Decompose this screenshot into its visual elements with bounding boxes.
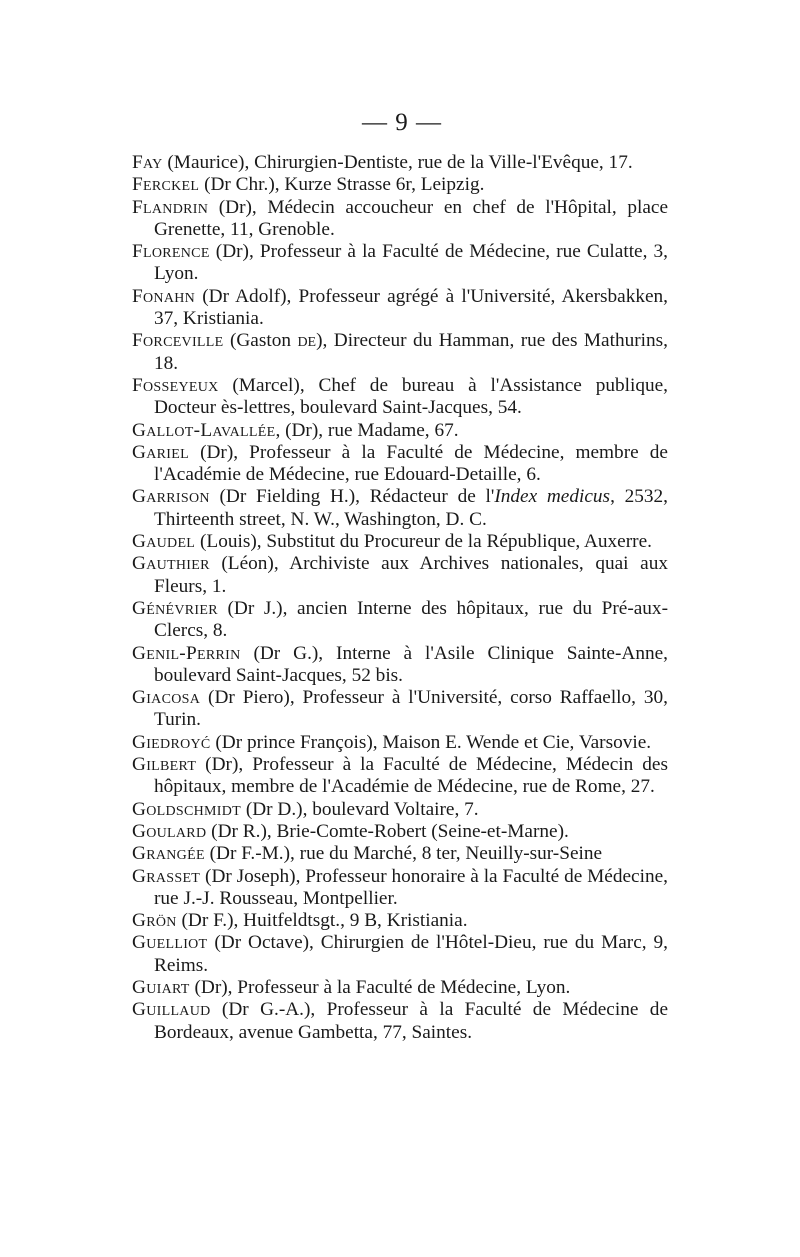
directory-entry (132, 754, 668, 799)
entry-name: Forceville (132, 330, 224, 352)
directory-entry (132, 732, 668, 754)
entry-name: Gilbert (132, 754, 197, 776)
entry-name: Fonahn (132, 285, 196, 307)
entry-name: Guelliot (132, 932, 208, 954)
entry-name: Fosseyeux (132, 374, 219, 396)
entry-italic-title: Index medicus (494, 486, 611, 508)
directory-entry (132, 330, 668, 375)
entry-details: (Dr R.), Brie-Comte-Robert (Seine-et-Marne). (206, 820, 569, 842)
entry-details: (Dr F.), Huitfeldtsgt., 9 B, Kristiania. (176, 910, 468, 932)
entry-name: Génévrier (132, 597, 218, 619)
entry-name: Grangée (132, 843, 205, 865)
directory-entry (132, 420, 668, 442)
directory-entry (132, 442, 668, 487)
entry-name: Goulard (132, 820, 207, 842)
entry-name: Genil-Perrin (132, 642, 241, 664)
directory-entry (132, 553, 668, 598)
entry-name: Guillaud (132, 999, 211, 1021)
entry-name: Giacosa (132, 687, 201, 709)
entry-name: Fay (132, 152, 163, 173)
entry-details: (Dr Octave), Chirurgien de l'Hôtel-Dieu, rue du Marc, 9, Reims. (154, 932, 668, 976)
directory-entry (132, 821, 668, 843)
entry-name: Gariel (132, 441, 189, 463)
entry-name: Garrison (132, 486, 210, 508)
entry-particle: de (297, 330, 317, 352)
directory-entry (132, 598, 668, 643)
entry-name: Ferckel (132, 174, 200, 196)
entry-details: (Dr), Professeur à la Faculté de Médecine, rue Culatte, 3, Lyon. (154, 241, 668, 285)
entry-details: (Marcel), Chef de bureau à l'Assistance publique, Docteur ès-lettres, boulevard Saint-Jacques, 54. (154, 374, 668, 419)
entry-details: (Dr), Professeur à la Faculté de Médecine, membre de l'Académie de Médecine, rue Edouard-Detaille, 6. (154, 441, 668, 486)
entry-details: (Dr prince François), Maison E. Wende et Cie, Varsovie. (210, 731, 652, 753)
directory-entry (132, 799, 668, 821)
entry-details: (Dr Piero), Professeur à l'Université, corso Raffaello, 30, Turin. (154, 687, 668, 731)
entry-name: Grön (132, 910, 177, 932)
entry-details: (Dr F.-M.), rue du Marché, 8 ter, Neuilly-sur-Seine (204, 843, 603, 865)
entry-name: Gauthier (132, 553, 210, 575)
directory-entry (132, 152, 668, 174)
entry-details-prefix: (Dr Fielding H.), Rédacteur de l' (209, 486, 495, 508)
entry-name: Gallot-Lavallée (132, 419, 276, 441)
directory-entry (132, 174, 668, 196)
entry-details: (Dr J.), ancien Interne des hôpitaux, rue du Pré-aux-Clercs, 8. (154, 597, 668, 642)
directory-entry (132, 486, 668, 531)
entry-details: (Dr), Professeur à la Faculté de Médecine, Lyon. (189, 976, 571, 998)
directory-entry (132, 999, 668, 1044)
directory-entry (132, 241, 668, 286)
entry-details: , 2532, Thirteenth street, N. W., Washington, D. C. (154, 486, 668, 530)
entry-details: (Dr D.), boulevard Voltaire, 7. (241, 798, 479, 820)
entry-details: (Dr G.-A.), Professeur à la Faculté de Médecine de Bordeaux, avenue Gambetta, 77, Saintes. (154, 999, 668, 1043)
entry-details: (Léon), Archiviste aux Archives nationales, quai aux Fleurs, 1. (154, 553, 668, 597)
directory-page (132, 108, 668, 1044)
directory-entry (132, 197, 668, 242)
entry-details: (Maurice), Chirurgien-Dentiste, rue de la Ville-l'Evêque, 17. (162, 152, 633, 173)
entry-details: ), Directeur du Hamman, rue des Mathurins, 18. (154, 330, 668, 374)
entry-details: (Dr Chr.), Kurze Strasse 6r, Leipzig. (199, 174, 485, 196)
directory-entry (132, 375, 668, 420)
entry-details: (Dr Adolf), Professeur agrégé à l'Université, Akersbakken, 37, Kristiania. (154, 285, 668, 330)
entry-name: Giedroyć (132, 731, 211, 753)
entry-name: Flandrin (132, 196, 209, 218)
entry-name: Gaudel (132, 531, 196, 553)
directory-entry (132, 531, 668, 553)
page-number: — 9 — (362, 109, 442, 136)
entry-details: , (Dr), rue Madame, 67. (275, 419, 459, 441)
entry-details: (Dr G.), Interne à l'Asile Clinique Sainte-Anne, boulevard Saint-Jacques, 52 bis. (154, 642, 668, 686)
entry-name: Guiart (132, 976, 190, 998)
directory-entry (132, 643, 668, 688)
directory-entry (132, 932, 668, 977)
entry-details: (Dr), Professeur à la Faculté de Médecine, Médecin des hôpitaux, membre de l'Académie de Médecine, rue de Rome, 27. (154, 754, 668, 798)
directory-entry (132, 286, 668, 331)
directory-entry (132, 866, 668, 911)
entry-details-prefix: (Gaston (223, 330, 298, 352)
entry-name: Florence (132, 241, 210, 263)
entry-name: Grasset (132, 865, 201, 887)
entry-details: (Dr), Médecin accoucheur en chef de l'Hôpital, place Grenette, 11, Grenoble. (154, 196, 668, 240)
directory-entry (132, 843, 668, 865)
directory-entry (132, 977, 668, 999)
directory-entry (132, 687, 668, 732)
entry-details: (Louis), Substitut du Procureur de la République, Auxerre. (195, 531, 652, 553)
entry-details: (Dr Joseph), Professeur honoraire à la Faculté de Médecine, rue J.-J. Rousseau, Montpellier. (154, 865, 668, 909)
directory-entry (132, 910, 668, 932)
entry-name: Goldschmidt (132, 798, 242, 820)
